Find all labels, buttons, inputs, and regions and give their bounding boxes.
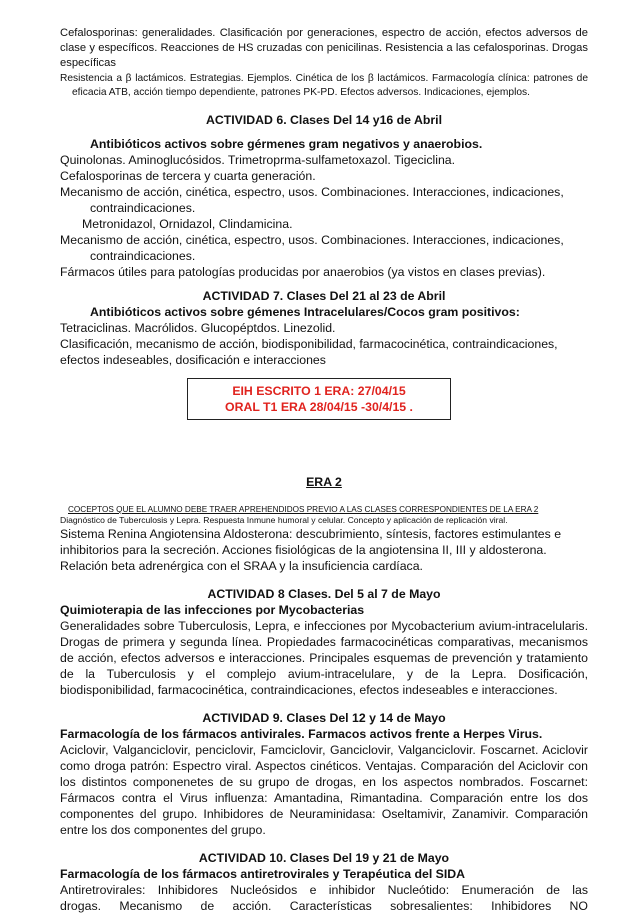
era-2-concepts-line: Diagnóstico de Tuberculosis y Lepra. Respuesta Inmune humoral y celular. Concepto y aplicación de replicación viral. xyxy=(60,515,508,525)
activity-9-body: Aciclovir, Valganciclovir, penciclovir, Famciclovir, Ganciclovir, Valganciclovir. Foscarnet. Aciclovir como droga patrón: Espectro viral. Aspectos cinéticos. Ventajas. Comparación del Aciclovir con los distintos componenetes de su grupo de drogas, en los aspectos nombrados. Foscarnet: Fármacos contra el Virus influenza: Amantadina, Rimantadina. Comparación entre los dos componentes del grupo. Inhibidores de Neuraminidasa: Oseltamivir, Zanamivir. Comparación entre los dos componentes del grupo. xyxy=(60,743,588,837)
activity-6-line-2: Cefalosporinas de tercera y cuarta generación. xyxy=(60,169,316,183)
exam-dates-box xyxy=(187,378,451,420)
activity-10-title-dates: Clases Del 19 y 21 de Mayo xyxy=(286,851,450,865)
activity-6-line-3: Mecanismo de acción, cinética, espectro, usos. Combinaciones. Interacciones, indicaciones, contraindicaciones. xyxy=(60,185,564,215)
document-page xyxy=(60,26,588,914)
activity-6-subtitle: Antibióticos activos sobre gérmenes gram negativos y anaerobios. xyxy=(90,137,483,151)
activity-7-line-1: Tetraciclinas. Macrólidos. Glucopéptdos. Linezolid. xyxy=(60,321,336,335)
activity-7-subtitle: Antibióticos activos sobre gémenes Intracelulares/Cocos gram positivos: xyxy=(90,305,520,319)
exam-written-date: EIH ESCRITO 1 ERA: 27/04/15 xyxy=(232,384,406,398)
era-2-raas-paragraph: Sistema Renina Angiotensina Aldosterona: descubrimiento, síntesis, factores estimulantes e inhibitorios para la secreción. Acciones fisiológicas de la angiotensina II, III y aldosterona. xyxy=(60,527,562,557)
intro-beta-lactam-resistance: Resistencia a β lactámicos. Estrategias. Ejemplos. Cinética de los β lactámicos. Farmacología clínica: patrones de eficacia ATB, acción tiempo dependiente, patrones PK-PD. Efectos adversos. Indicaciones, ejemplos. xyxy=(60,73,588,98)
activity-6-line-4: Metronidazol, Ornidazol, Clindamicina. xyxy=(82,217,293,231)
activity-7-line-2: Clasificación, mecanismo de acción, biodisponibilidad, farmacocinética, contraindicaciones, xyxy=(60,337,558,351)
activity-6-title: ACTIVIDAD 6. Clases Del 14 y16 de Abril xyxy=(205,113,442,127)
activity-8-body: Generalidades sobre Tuberculosis, Lepra, e infecciones por Mycobacterium avium-intracelularis. Drogas de primera y segunda línea. Propiedades farmacocinéticas comparativas, mecanismos de acción, efectos adversos e interacciones. Principales esquemas de prevención y tratamiento de la Tuberculosis y el complejo avium-intracelulare, y de la Lepra. Dosificación, biodisponibilidad, farmacocinética, contraindicaciones, efectos indeseables e interacciones. xyxy=(60,619,588,697)
activity-8-title: ACTIVIDAD 8 Clases. Del 5 al 7 de Mayo xyxy=(207,587,441,601)
activity-9-subtitle: Farmacología de los fármacos antivirales. Farmacos activos frente a Herpes Virus. xyxy=(60,727,543,741)
intro-cephalosporins: Cefalosporinas: generalidades. Clasificación por generaciones, espectro de acción, efectos adversos de clase y específicos. Reacciones de HS cruzadas con penicilinas. Resistencia a las cefalosporinas. Drogas específicas xyxy=(60,27,588,69)
activity-7-line-3: efectos indeseables, dosificación e interacciones xyxy=(60,353,326,367)
activity-10-body-line-2: drogas. Mecanismo de acción. Características sobresalientes: Inhibidores NO xyxy=(60,899,588,913)
activity-10-title xyxy=(60,850,588,866)
era-2-title: ERA 2 xyxy=(306,475,342,489)
era-2-concepts-heading: COCEPTOS QUE EL ALUMNO DEBE TRAER APREHENDIDOS PREVIO A LAS CLASES CORRESPONDIENTES DE LA ERA 2 xyxy=(68,505,539,514)
activity-10-body-line-1: Antiretrovirales: Inhibidores Nucleósidos e inhibidor Nucleótido: Enumeración de las xyxy=(60,883,588,897)
exam-oral-date: ORAL T1 ERA 28/04/15 -30/4/15 . xyxy=(225,400,413,414)
activity-7-title: ACTIVIDAD 7. Clases Del 21 al 23 de Abril xyxy=(202,289,446,303)
activity-8-subtitle: Quimioterapia de las infecciones por Mycobacterias xyxy=(60,603,365,617)
activity-6-line-6: Fármacos útiles para patologías producidas por anaerobios (ya vistos en clases previas). xyxy=(60,265,546,279)
activity-6-line-5: Mecanismo de acción, cinética, espectro, usos. Combinaciones. Interacciones, indicaciones, contraindicaciones. xyxy=(60,233,564,263)
activity-10-title-label: ACTIVIDAD 10. xyxy=(198,851,287,865)
activity-6-line-1: Quinolonas. Aminoglucósidos. Trimetroprma-sulfametoxazol. Tigeciclina. xyxy=(60,153,456,167)
activity-9-title: ACTIVIDAD 9. Clases Del 12 y 14 de Mayo xyxy=(202,711,446,725)
era-2-beta-adrenergic-paragraph: Relación beta adrenérgica con el SRAA y la insuficiencia cardíaca. xyxy=(60,559,423,573)
activity-10-subtitle: Farmacología de los fármacos antiretrovirales y Terapéutica del SIDA xyxy=(60,867,466,881)
